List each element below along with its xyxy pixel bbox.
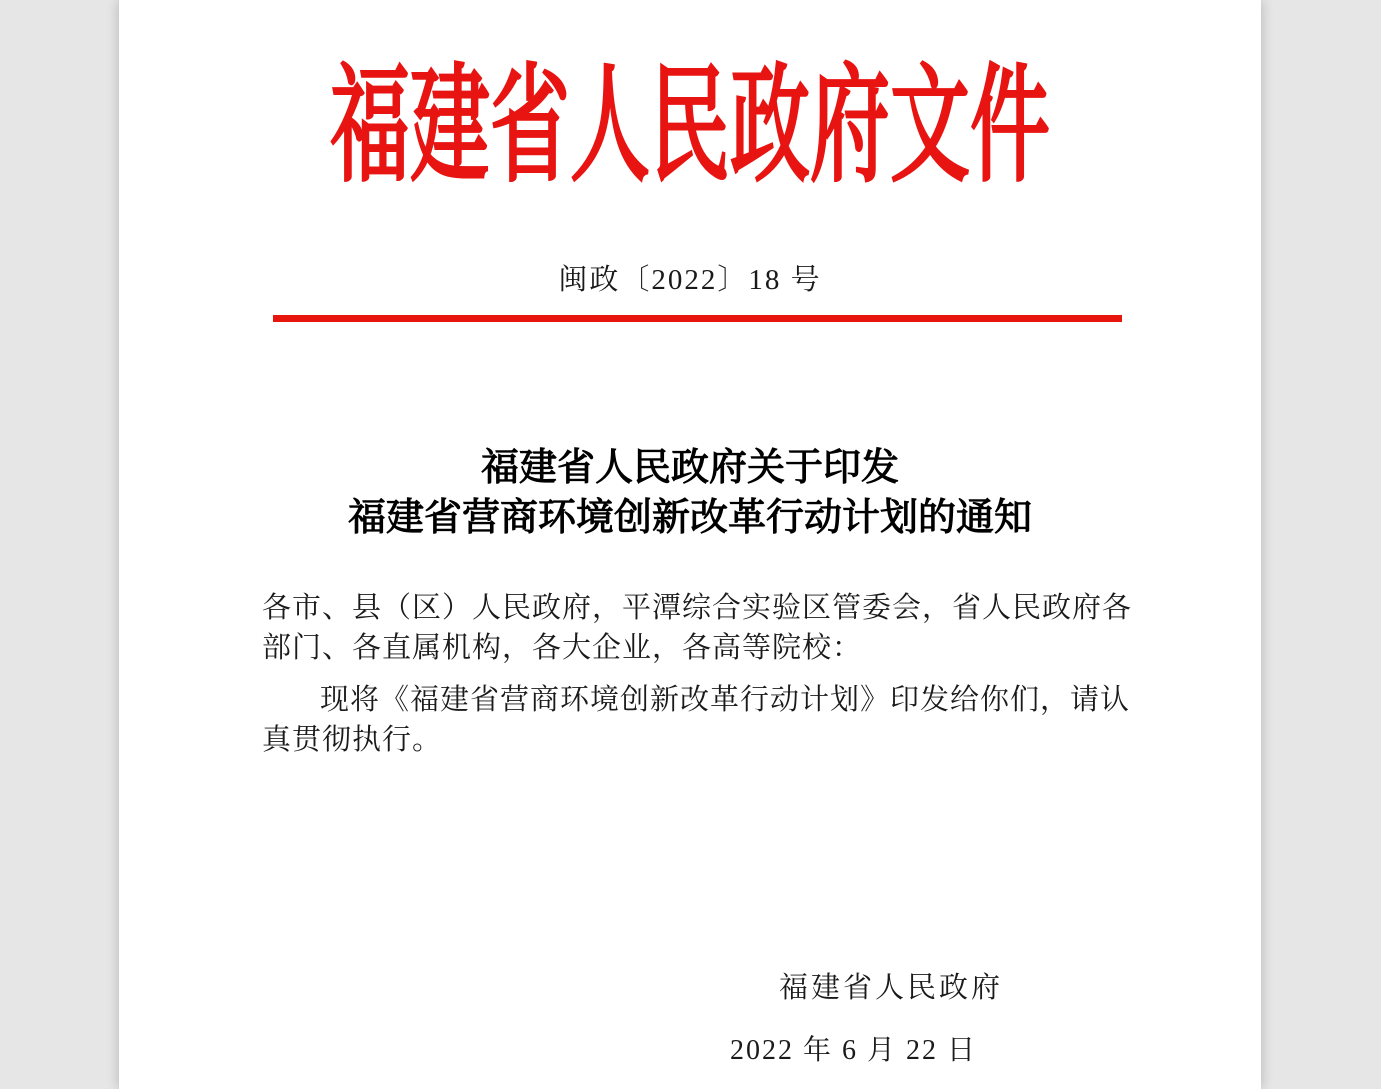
document-header-title: 福建省人民政府文件	[330, 57, 1050, 199]
body-line: 真贯彻执行。	[262, 724, 443, 756]
document-page	[119, 0, 1261, 1089]
doc-body	[262, 588, 1142, 760]
date: 2022 年 6 月 22 日	[729, 1035, 977, 1066]
body-line: 各市、县（区）人民政府，平潭综合实验区管委会，省人民政府各	[262, 592, 1133, 624]
doc-title-line-2: 福建省营商环境创新改革行动计划的通知	[347, 497, 1032, 539]
doc-number: 闽政〔2022〕18 号	[558, 264, 822, 296]
red-separator-line	[273, 315, 1122, 322]
body-line: 部门、各直属机构，各大企业，各高等院校：	[262, 632, 863, 664]
signature: 福建省人民政府	[778, 972, 1003, 1004]
body-line: 现将《福建省营商环境创新改革行动计划》印发给你们，请认	[320, 684, 1131, 716]
doc-title-line-1: 福建省人民政府关于印发	[480, 447, 899, 489]
doc-title	[119, 443, 1261, 543]
